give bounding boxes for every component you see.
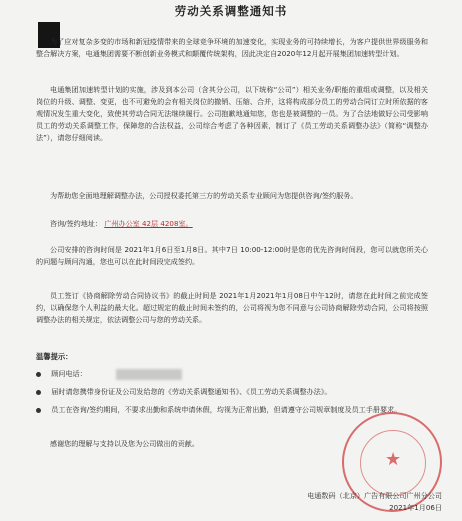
- bullet-phone: [36, 368, 428, 380]
- seal-star-icon: ★: [385, 449, 402, 470]
- bullet-text: 顾问电话：: [51, 369, 87, 378]
- paragraph-transformation: 电通集团加速转型计划的实施，涉及到本公司（含其分公司，以下统称“公司”）相关业务/职能的重组或调整，以及相关岗位的升级、调整、变更，也不可避免的会有相关岗位的撤销、压缩、合并，这将构成部分员工的劳动合同订立时所依据的客观情况发生重大变化，致使其劳动合同无法继续履行。公司抱歉地通知您，您也是被调整的一员。为了合法地做好公司受影响员工的劳动关系调整工作，保障您的合法权益，公司综合考虑了各种因素，制订了《员工劳动关系调整办法》（简称“调整办法”），请您仔细阅读。: [36, 85, 428, 142]
- bullet-dot-icon: [36, 372, 41, 377]
- bullet-text: 员工在咨询/签约期间，不要求出勤和系统申请休假，均视为正常出勤，但请遵守公司规章制度及员工手册要求。: [51, 405, 402, 414]
- address-value: 广州办公室 42层 4208室。: [104, 219, 193, 228]
- address-row: [50, 218, 420, 230]
- bullet-dot-icon: [36, 408, 41, 413]
- closing-paragraph: 感谢您的理解与支持以及您为公司做出的贡献。: [50, 439, 199, 448]
- deadline-paragraph: 员工签订《协商解除劳动合同协议书》的截止时间是 2021年1月2021年1月08日中午12时，请您在此时间之前完成签约，以确保您个人利益的最大化。超过规定的截止时间未签约的，公司将视为您不同意与公司协商解除劳动合同，公司将按照调整办法的相关规定，依法调整公司与您的劳动关系。: [36, 291, 428, 324]
- bullet-dot-icon: [36, 390, 41, 395]
- document-date: 2021年1月06日: [389, 503, 442, 512]
- notes-label: 温馨提示：: [36, 352, 73, 361]
- document-title: 劳动关系调整通知书: [174, 4, 288, 18]
- paragraph-intro: 为了应对复杂多变的市场和新冠疫情带来的全球竞争环境的加速变化，实现业务的可持续增长，为客户提供世界级服务和整合解决方案，电通集团需要不断创新业务模式和颠覆传统架构，因此决定自2020年12月起开展集团加速转型计划。: [36, 37, 428, 58]
- paragraph-consultant: 为帮助您全面地理解调整办法，公司授权委托第三方的劳动关系专业顾问为您提供咨询/签约服务。: [50, 191, 358, 200]
- bullet-bring-documents: [36, 386, 428, 398]
- address-label: 咨询/签约地址：: [50, 219, 103, 228]
- bullet-attendance: [36, 404, 428, 416]
- company-name: 电通数码（北京）广告有限公司广州分公司: [307, 491, 442, 500]
- bullet-text: 届时请您携带身份证及公司发给您的《劳动关系调整通知书》、《员工劳动关系调整办法》。: [51, 387, 332, 396]
- signature-block: [232, 490, 442, 514]
- redacted-phone: [116, 369, 182, 380]
- schedule-paragraph: 公司安排的咨询时间是 2021年1月6日至1月8日。其中7日 10:00-12:00时是您的优先咨询时间段，您可以就您所关心的问题与顾问沟通，您也可以在此时间段完成签约。: [36, 245, 428, 266]
